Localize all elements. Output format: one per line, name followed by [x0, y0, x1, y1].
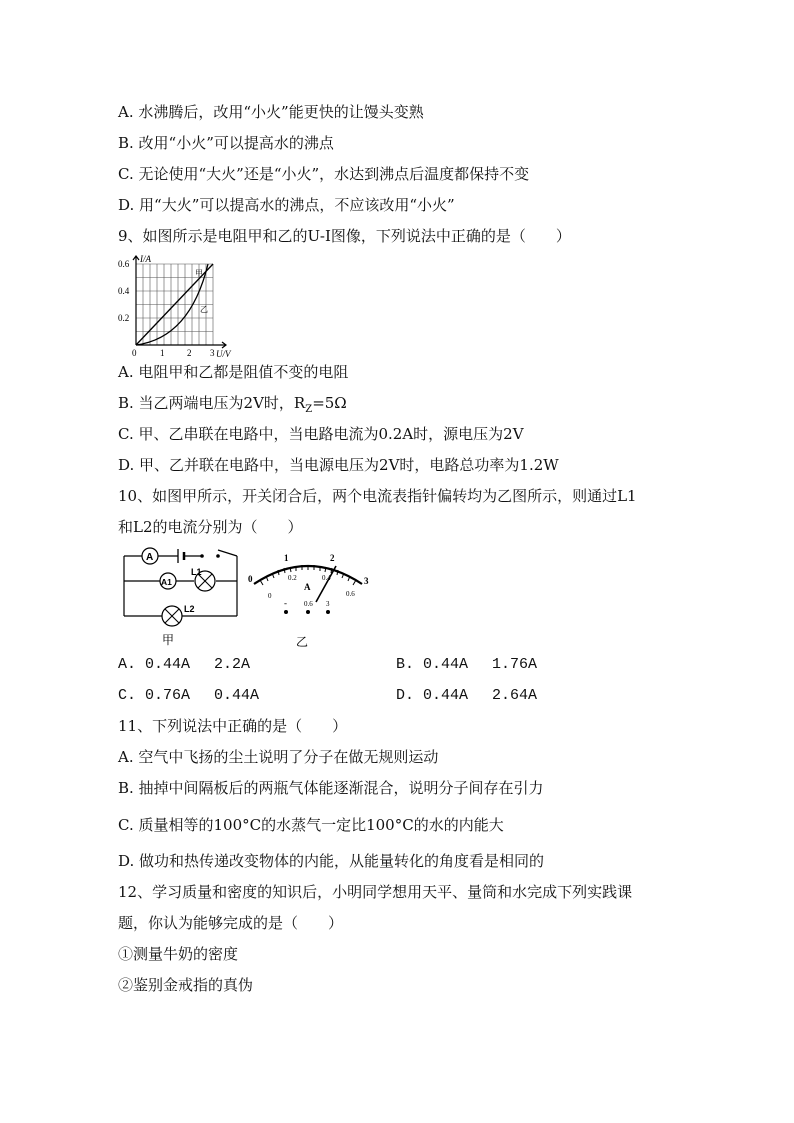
- switch-pivot: [200, 554, 204, 558]
- q9-option-c: C. 甲、乙串联在电路中，当电路电流为0.2A时，源电压为2V: [118, 425, 524, 443]
- curve-jia-label: 甲: [195, 269, 203, 278]
- terminal-label: 0.6: [304, 600, 313, 608]
- q10-option-a: A. 0.44A 2.2A: [118, 656, 251, 673]
- q12-stem-line2: 题，你认为能够完成的是（ ）: [118, 914, 344, 932]
- x-axis-label: U/V: [216, 349, 231, 358]
- q9-option-b: [118, 393, 347, 420]
- q9-option-b-sub: Z: [305, 404, 313, 415]
- q9-option-a: A. 电阻甲和乙都是阻值不变的电阻: [118, 363, 349, 381]
- q9-stem: 9、如图所示是电阻甲和乙的U-I图像，下列说法中正确的是（ ）: [118, 227, 571, 245]
- q10-option-d: D. 0.44A 2.64A: [396, 687, 538, 704]
- q11-stem: 11、下列说法中正确的是（ ）: [118, 717, 348, 735]
- q11-option-a: A. 空气中飞扬的尘土说明了分子在做无规则运动: [118, 748, 439, 766]
- y-tick: 0.4: [118, 286, 130, 296]
- terminal-label: -: [284, 598, 287, 608]
- ammeter-a1-label: A1: [161, 577, 172, 587]
- q8-option-c: C. 无论使用“大火”还是“小火”，水达到沸点后温度都保持不变: [118, 165, 530, 183]
- q10-circuit-diagram: [118, 544, 242, 648]
- bottom-scale-label: 0: [268, 592, 272, 600]
- circuit-caption: 甲: [162, 633, 175, 647]
- q10-stem-line2: 和L2的电流分别为（ ）: [118, 518, 303, 536]
- terminals: [284, 610, 330, 614]
- ammeter-caption: 乙: [296, 635, 309, 649]
- x-tick: 1: [160, 348, 165, 358]
- top-scale-label: 0: [248, 574, 253, 584]
- q12-item-1: ①测量牛奶的密度: [118, 945, 239, 963]
- q8-option-b: B. 改用“小火”可以提高水的沸点: [118, 134, 334, 152]
- y-tick: 0.6: [118, 259, 130, 269]
- q11-option-b: B. 抽掉中间隔板后的两瓶气体能逐渐混合，说明分子间存在引力: [118, 779, 544, 797]
- dial-pointer: [316, 566, 336, 602]
- top-scale-label: 2: [330, 553, 335, 563]
- curve-yi-label: 乙: [200, 305, 208, 314]
- terminal-label: 3: [326, 600, 330, 608]
- bottom-scale-label: 0.2: [288, 574, 297, 582]
- q12-item-2: ②鉴别金戒指的真伪: [118, 976, 254, 994]
- y-tick: 0.2: [118, 313, 130, 323]
- top-scale-label: 3: [364, 576, 369, 586]
- y-axis-label: I/A: [140, 254, 151, 264]
- lamp-l2-label: L2: [184, 604, 195, 614]
- bottom-scale-label: 0.4: [322, 574, 331, 582]
- top-scale-label: 1: [284, 553, 289, 563]
- q10-ammeter-dial: [246, 546, 372, 650]
- q9-option-d: D. 甲、乙并联在电路中，当电源电压为2V时，电路总功率为1.2W: [118, 456, 559, 474]
- q12-stem-line1: 12、学习质量和密度的知识后，小明同学想用天平、量筒和水完成下列实践课: [118, 883, 633, 901]
- lamp-l2: [162, 606, 182, 626]
- q11-option-d: D. 做功和热传递改变物体的内能，从能量转化的角度看是相同的: [118, 852, 545, 870]
- q10-option-b: B. 0.44A 1.76A: [396, 656, 538, 673]
- lamp-l1-label: L1: [191, 567, 202, 577]
- dial-unit: A: [304, 582, 311, 592]
- q10-stem-line1: 10、如图甲所示，开关闭合后，两个电流表指针偏转均为乙图所示，则通过L1: [118, 487, 637, 505]
- x-tick: 0: [132, 348, 137, 358]
- x-tick: 2: [187, 348, 192, 358]
- ammeter-a-label: A: [146, 552, 154, 563]
- q8-option-a: A. 水沸腾后，改用“小火”能更快的让馒头变熟: [118, 103, 424, 121]
- q8-option-d: D. 用“大火”可以提高水的沸点，不应该改用“小火”: [118, 196, 455, 214]
- q11-option-c: C. 质量相等的100°C的水蒸气一定比100°C的水的内能大: [118, 816, 504, 834]
- q9-ui-graph: [118, 252, 248, 358]
- switch-contact: [216, 554, 220, 558]
- bottom-scale-label: 0.6: [346, 590, 355, 598]
- q9-option-b-text: B. 当乙两端电压为2V时，R: [118, 394, 306, 412]
- q9-option-b-value: =5Ω: [312, 394, 347, 412]
- q10-option-c: C. 0.76A 0.44A: [118, 687, 260, 704]
- x-tick: 3: [210, 348, 215, 358]
